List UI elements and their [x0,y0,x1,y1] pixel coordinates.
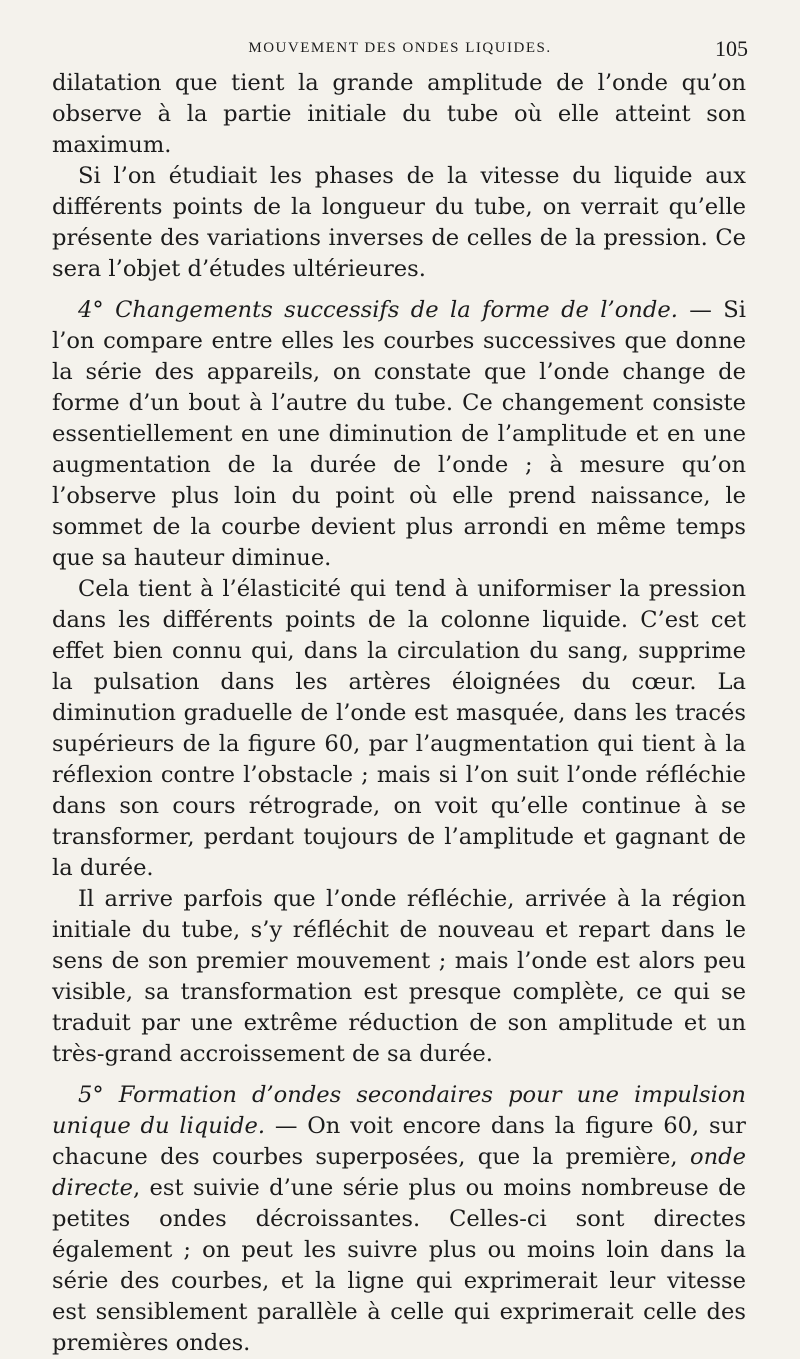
paragraph-section-5 [52,1080,746,1359]
paragraph-elasticity: Cela tient à l’élasticité qui tend à uniformiser la pression dans les différents points de la colonne liquide. C’est cet effet bien connu qui, dans la circulation du sang, supprime la pulsation dans les artères éloignées du cœur. La diminution graduelle de l’onde est masquée, dans les tracés supérieurs de la figure 60, par l’augmentation qui tient à la réflexion contre l’obstacle ; mais si l’on suit l’onde réfléchie dans son cours rétrograde, on voit qu’elle continue à se transformer, perdant toujours de l’amplitude et gagnant de la durée. [52,576,746,881]
section-4-heading: 4° Changements successifs de la forme de l’onde. [78,297,678,323]
paragraph-continuation: dilatation que tient la grande amplitude de l’onde qu’on observe à la partie initiale du tube où elle atteint son maximum. [52,70,746,158]
paragraph-section-4 [52,295,746,574]
body-text [52,68,746,1359]
section-5-text-before: — On voit encore dans la figure 60, sur chacune des courbes superposées, que la première, [52,1113,746,1170]
running-head [52,36,748,66]
section-5-text-after: , est suivie d’une série plus ou moins nombreuse de petites ondes décroissantes. Celles-ci sont directes également ; on peut les suivre plus ou moins loin dans la série des courbes, et la ligne qui exprimerait leur vitesse est sensiblement parallèle à celle qui exprimerait celle des premières ondes. [52,1175,746,1356]
section-5-emphasis: onde directe [52,1144,746,1201]
paragraph-reflection: Il arrive parfois que l’onde réfléchie, arrivée à la région initiale du tube, s’y réfléchit de nouveau et repart dans le sens de son premier mouvement ; mais l’onde est alors peu visible, sa transformation est presque complète, ce qui se traduit par une extrême réduction de son amplitude et un très-grand accroissement de sa durée. [52,886,746,1067]
page-number: 105 [715,36,748,61]
running-title: MOUVEMENT DES ONDES LIQUIDES. [248,40,552,56]
section-4-text: — Si l’on compare entre elles les courbes successives que donne la série des appareils, on constate que l’onde change de forme d’un bout à l’autre du tube. Ce changement consiste essentiellement en une diminution de l’amplitude et en une augmentation de la durée de l’onde ; à mesure qu’on l’observe plus loin du point où elle prend naissance, le sommet de la courbe devient plus arrondi en même temps que sa hauteur diminue. [52,297,746,571]
paragraph-velocity-phases: Si l’on étudiait les phases de la vitesse du liquide aux différents points de la longueur du tube, on verrait qu’elle présente des variations inverses de celles de la pression. Ce sera l’objet d’études ultérieures. [52,163,746,282]
section-5-heading: 5° Formation d’ondes secondaires pour une impulsion unique du liquide. [52,1082,746,1139]
